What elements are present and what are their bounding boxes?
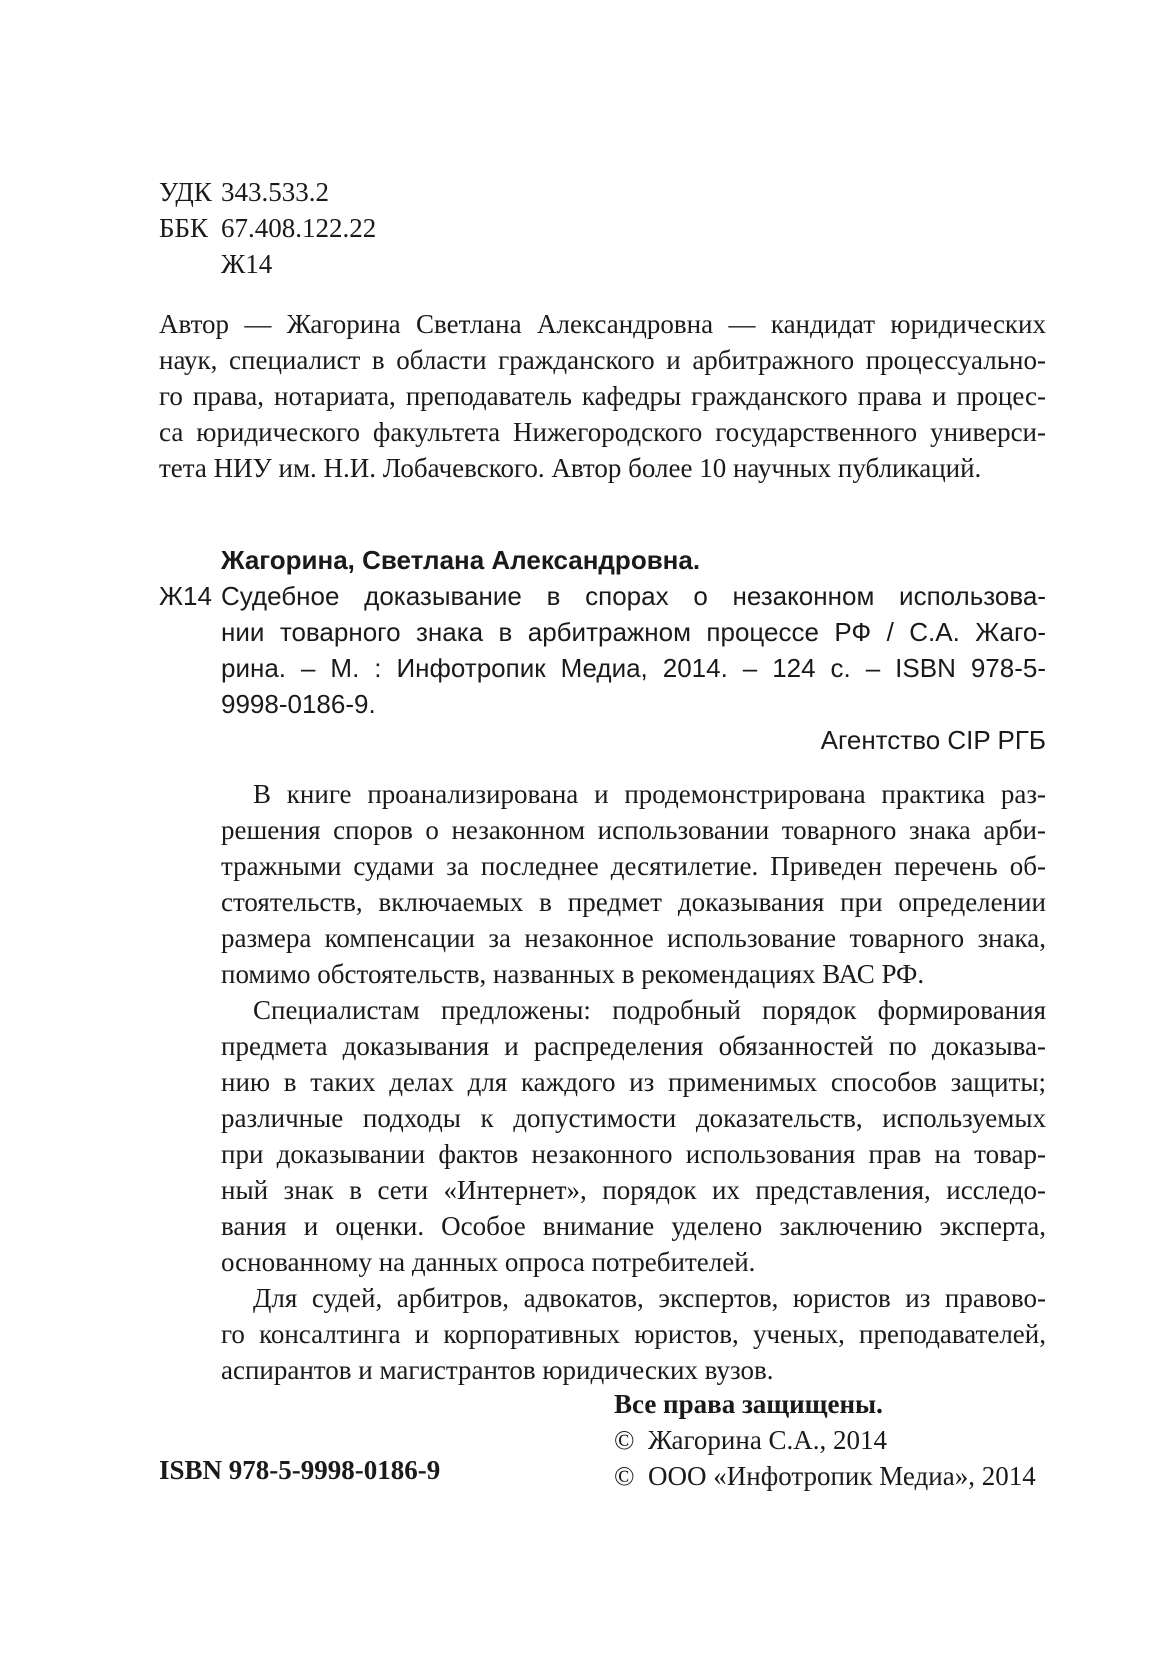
annotation-line: В книге проанализирована и продемонстрирована практика раз-	[253, 779, 1046, 809]
annotation-line: ный знак в сети «Интернет», порядок их представления, исследо-	[221, 1175, 1046, 1205]
annotation-line: аспирантов и магистрантов юридических вузов.	[221, 1355, 774, 1385]
classification-block	[159, 174, 376, 282]
annotation-line: го консалтинга и корпоративных юристов, ученых, преподавателей,	[221, 1319, 1046, 1349]
author-info	[159, 306, 1046, 486]
annotation-line: Для судей, арбитров, адвокатов, экспертов, юристов из правово-	[253, 1283, 1046, 1313]
annotation-line: Специалистам предложены: подробный порядок формирования	[253, 995, 1046, 1025]
author-info-line: наук, специалист в области гражданского и арбитражного процессуально-	[159, 345, 1046, 375]
record-line: рина. – М. : Инфотропик Медиа, 2014. – 124 с. – ISBN 978-5-	[221, 653, 1046, 683]
cutter-line	[159, 246, 376, 282]
bbk-label: ББК	[159, 213, 209, 243]
annotation-line: стоятельств, включаемых в предмет доказывания при определении	[221, 887, 1046, 917]
annotation-paragraph	[221, 1280, 1046, 1388]
record-cutter: Ж14	[159, 581, 212, 611]
author-info-line: Автор — Жагорина Светлана Александровна — кандидат юридических	[159, 309, 1046, 339]
record-heading: Жагорина, Светлана Александровна.	[221, 545, 701, 575]
udk-label: УДК	[159, 177, 212, 207]
annotation-line: размера компенсации за незаконное использование товарного знака,	[221, 923, 1046, 953]
annotation-line: решения споров о незаконном использовании товарного знака арби-	[221, 815, 1046, 845]
bibliographic-record	[159, 542, 1046, 758]
annotation-line: помимо обстоятельств, названных в рекомендациях ВАС РФ.	[221, 959, 925, 989]
annotation-line: тражными судами за последнее десятилетие. Приведен перечень об-	[221, 851, 1046, 881]
annotation-line: основанному на данных опроса потребителей.	[221, 1247, 756, 1277]
cip-agency: Агентство CIP РГБ	[820, 725, 1046, 755]
cutter-code: Ж14	[221, 249, 273, 279]
record-line: Судебное доказывание в спорах о незаконном использова-	[221, 581, 1046, 611]
annotation-line: нию в таких делах для каждого из применимых способов защиты;	[221, 1067, 1046, 1097]
author-info-line: са юридического факультета Нижегородского государственного универси-	[159, 417, 1046, 447]
annotation-line: вания и оценки. Особое внимание уделено заключению эксперта,	[221, 1211, 1046, 1241]
annotation-line: предмета доказывания и распределения обязанностей по доказыва-	[221, 1031, 1046, 1061]
isbn: ISBN 978-5-9998-0186-9	[159, 1455, 441, 1485]
annotation	[221, 776, 1046, 1388]
annotation-line: при доказывании фактов незаконного использования прав на товар-	[221, 1139, 1046, 1169]
copyright-publisher: © ООО «Инфотропик Медиа», 2014	[614, 1461, 1036, 1491]
annotation-line: различные подходы к допустимости доказательств, используемых	[221, 1103, 1046, 1133]
rights-heading: Все права защищены.	[614, 1389, 883, 1419]
udk-line	[159, 174, 376, 210]
udk-value: 343.533.2	[221, 177, 329, 207]
author-info-line: го права, нотариата, преподаватель кафедры гражданского права и процес-	[159, 381, 1046, 411]
author-info-line: тета НИУ им. Н.И. Лобачевского. Автор более 10 научных публикаций.	[159, 453, 982, 483]
bbk-line	[159, 210, 376, 246]
record-line: нии товарного знака в арбитражном процессе РФ / С.А. Жаго-	[221, 617, 1046, 647]
bbk-value: 67.408.122.22	[221, 213, 377, 243]
annotation-paragraph	[221, 776, 1046, 992]
rights-block	[614, 1386, 1036, 1494]
annotation-paragraph	[221, 992, 1046, 1280]
record-line: 9998-0186-9.	[221, 689, 376, 719]
copyright-author: © Жагорина С.А., 2014	[614, 1425, 888, 1455]
